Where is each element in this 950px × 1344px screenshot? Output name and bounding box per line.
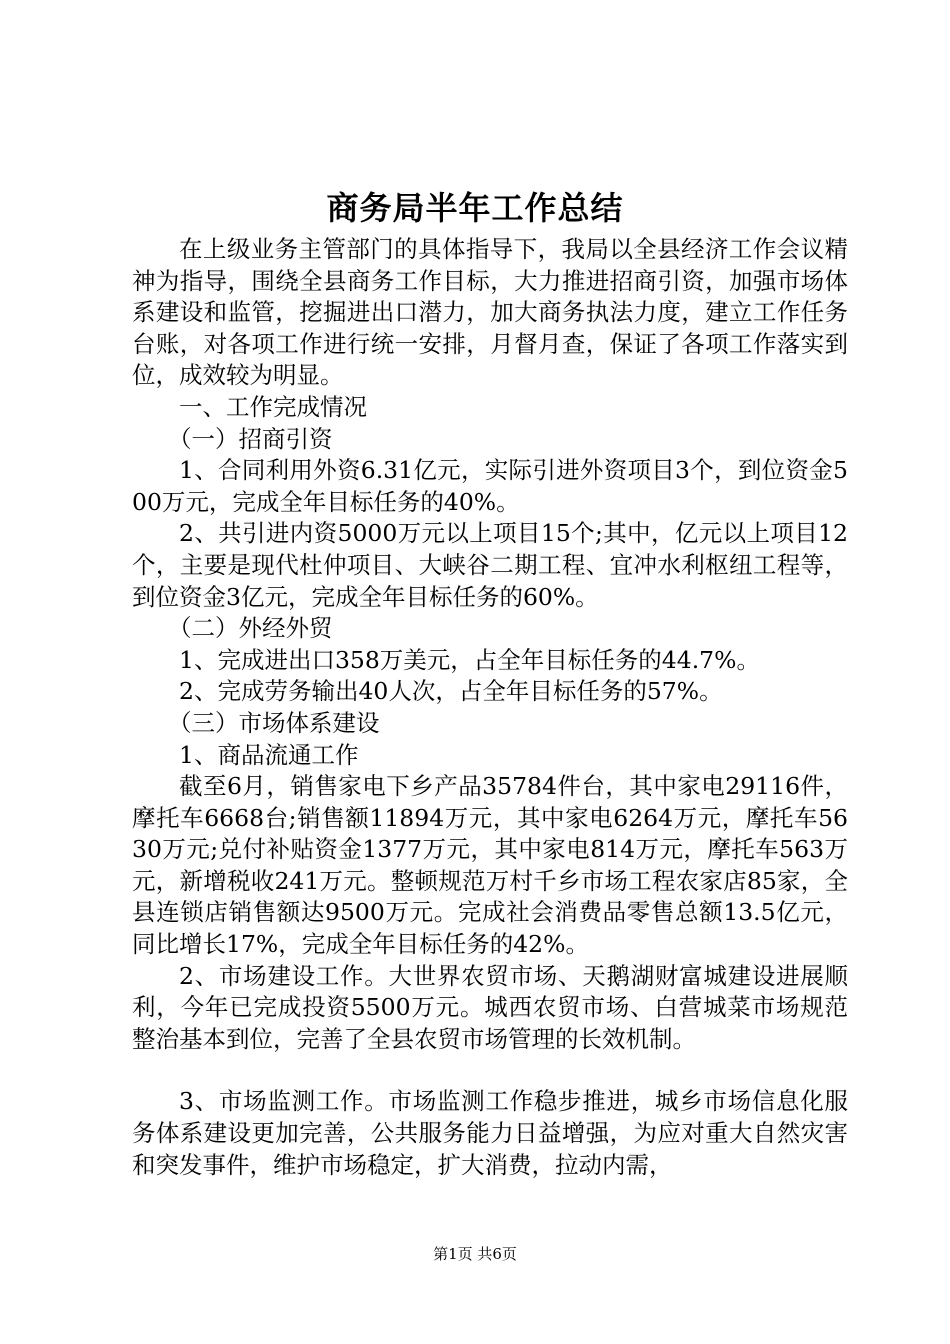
page-footer: 第1页 共6页: [433, 1245, 517, 1263]
paragraph-foreign-investment: 1、合同利用外资6.31亿元，实际引进外资项目3个，到位资金500万元，完成全年目标任务的40%。: [132, 456, 848, 516]
paragraph-domestic-investment: 2、共引进内资5000万元以上项目15个;其中，亿元以上项目12个，主要是现代杜仲项目、大峡谷二期工程、宜冲水利枢纽工程等，到位资金3亿元，完成全年目标任务的60%。: [132, 519, 848, 611]
intro-paragraph: 在上级业务主管部门的具体指导下，我局以全县经济工作会议精神为指导，围绕全县商务工作目标，大力推进招商引资，加强市场体系建设和监管，挖掘进出口潜力，加大商务执法力度，建立工作任务台账，对各项工作进行统一安排，月督月查，保证了各项工作落实到位，成效较为明显。: [132, 235, 848, 390]
paragraph-labor-export: 2、完成劳务输出40人次，占全年目标任务的57%。: [179, 677, 723, 706]
section-heading-work-status: 一、工作完成情况: [179, 392, 367, 421]
paragraph-gap: [132, 1055, 848, 1086]
document-body: [132, 234, 848, 1181]
paragraph-circulation-details: 截至6月，销售家电下乡产品35784件台，其中家电29116件，摩托车6668台;销售额11894万元，其中家电6264万元，摩托车5630万元;兑付补贴资金1377万元，其中家电814万元，摩托车563万元，新增税收241万元。整顿规范万村千乡市场工程农家店85家，全县连锁店销售额达9500万元。完成社会消费品零售总额13.5亿元，同比增长17%，完成全年目标任务的42%。: [132, 772, 848, 959]
document-title: 商务局半年工作总结: [326, 189, 624, 227]
item-heading-circulation: 1、商品流通工作: [179, 740, 359, 769]
subsection-heading-market-system: （三）市场体系建设: [168, 708, 380, 737]
subsection-heading-investment: （一）招商引资: [168, 424, 333, 453]
paragraph-market-monitoring: 3、市场监测工作。市场监测工作稳步推进，城乡市场信息化服务体系建设更加完善，公共服务能力日益增强，为应对重大自然灾害和突发事件，维护市场稳定，扩大消费，拉动内需，: [132, 1087, 848, 1179]
paragraph-market-construction: 2、市场建设工作。大世界农贸市场、天鹅湖财富城建设进展顺利，今年已完成投资5500万元。城西农贸市场、白营城菜市场规范整治基本到位，完善了全县农贸市场管理的长效机制。: [132, 961, 848, 1053]
paragraph-import-export: 1、完成进出口358万美元，占全年目标任务的44.7%。: [179, 645, 760, 674]
subsection-heading-foreign-trade: （二）外经外贸: [168, 614, 333, 643]
